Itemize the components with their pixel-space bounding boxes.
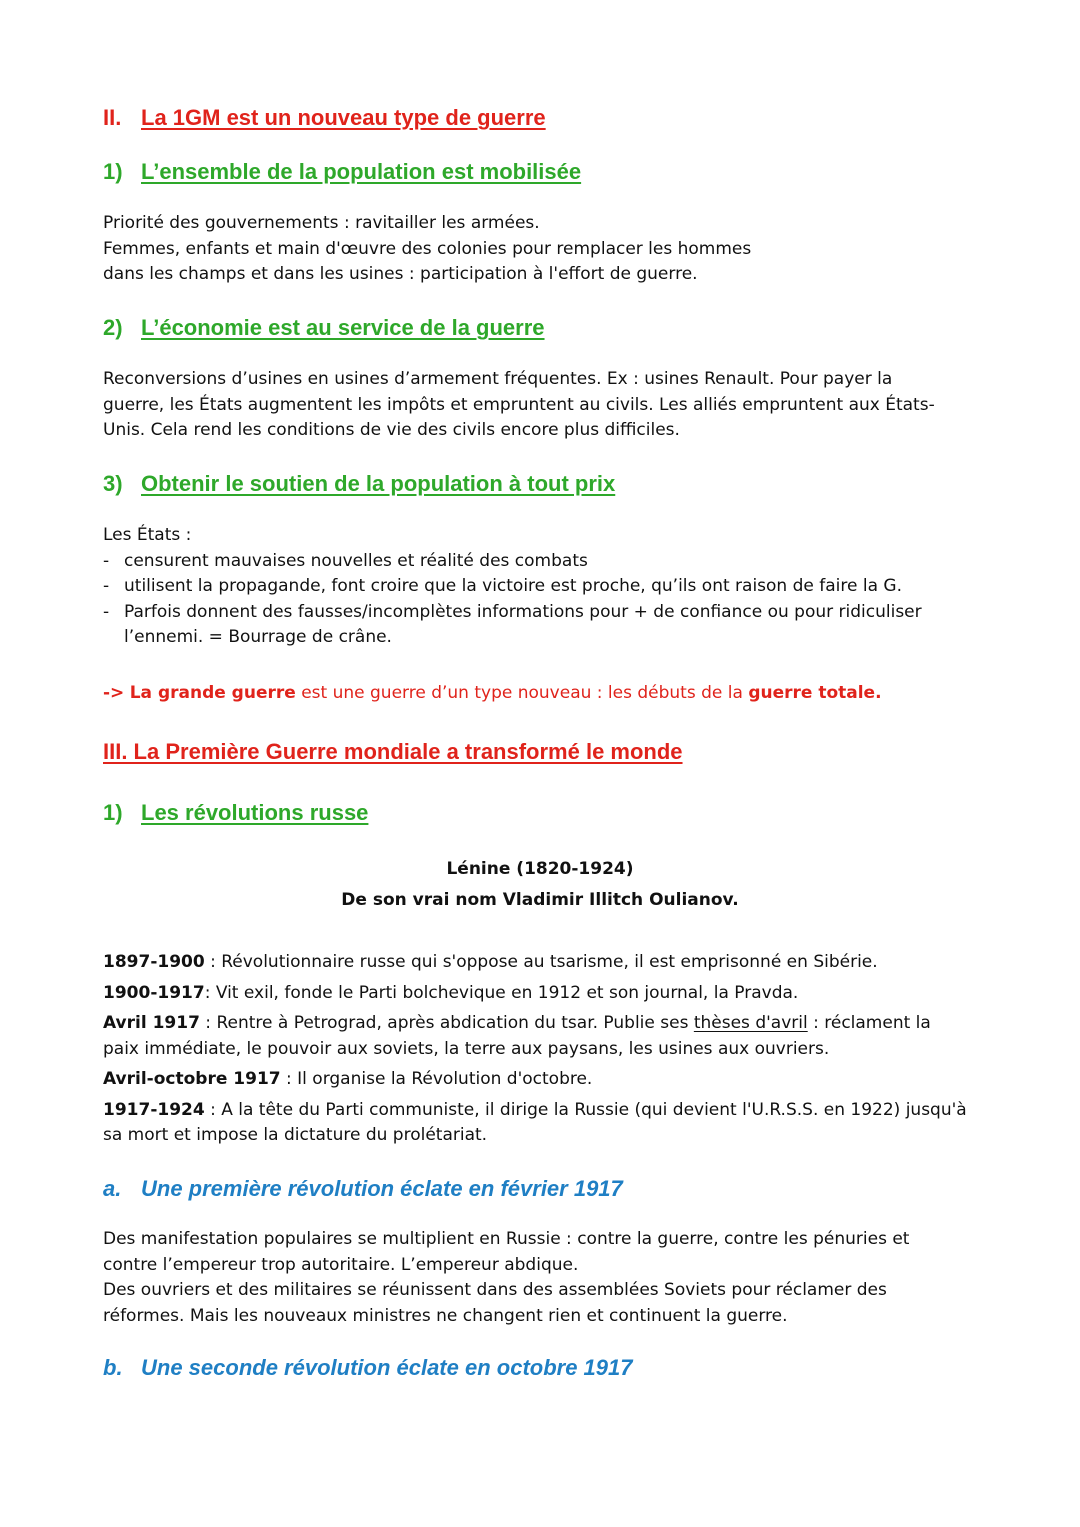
heading-title: La 1GM est un nouveau type de guerre <box>141 105 546 130</box>
subsection-a-text <box>103 1227 965 1329</box>
subsection-3-heading <box>103 471 980 497</box>
heading-title: Les révolutions russe <box>141 800 369 825</box>
conclusion-text: est une guerre d’un type nouveau : les débuts de la <box>295 683 749 703</box>
conclusion <box>103 681 980 707</box>
timeline-date: Avril 1917 <box>103 1013 200 1033</box>
section-3-subsection-1-heading <box>103 800 980 826</box>
heading-title: Obtenir le soutien de la population à tout prix <box>141 471 616 496</box>
heading-number: 3) <box>103 471 123 496</box>
list-intro: Les États : <box>103 525 192 545</box>
separator: : <box>204 952 222 972</box>
separator: : <box>280 1069 298 1089</box>
lenine-timeline <box>103 950 970 1154</box>
conclusion-bold: La grande guerre <box>129 683 296 703</box>
propaganda-list <box>103 549 972 651</box>
subsection-1-heading <box>103 159 980 185</box>
arrow: -> <box>103 683 125 703</box>
heading-numeral: II. <box>103 105 122 130</box>
subsection-2-heading <box>103 315 980 341</box>
timeline-date: 1897-1900 <box>103 952 205 972</box>
text-paragraph: Des ouvriers et des militaires se réunissent dans des assemblées Soviets pour réclamer des réformes. Mais les nouveaux ministres ne changent rien et continuent la guerre. <box>103 1280 887 1326</box>
text-line: Femmes, enfants et main d'œuvre des colonies pour remplacer les hommes <box>103 238 752 259</box>
separator: : <box>199 1013 217 1033</box>
heading-title: III. La Première Guerre mondiale a transformé le monde <box>103 739 683 764</box>
list-item: - utilisent la propagande, font croire que la victoire est proche, qu’ils ont raison de faire la G. <box>103 574 972 600</box>
timeline-date: 1900-1917 <box>103 982 205 1003</box>
heading-title: L’ensemble de la population est mobilisée <box>141 159 582 184</box>
heading-number: 1) <box>103 800 123 825</box>
list-item: - censurent mauvaises nouvelles et réalité des combats <box>103 549 972 575</box>
timeline-date: 1917-1924 <box>103 1099 205 1120</box>
subsection-3-text <box>103 523 972 651</box>
timeline-entry <box>103 1098 970 1149</box>
timeline-entry <box>103 1067 970 1093</box>
timeline-entry <box>103 950 970 976</box>
timeline-text: : réclament la paix immédiate, le pouvoir aux soviets, la terre aux paysans, les usines aux ouvriers. <box>103 1013 931 1059</box>
timeline-text: A la tête du Parti communiste, il dirige la Russie (qui devient l'U.R.S.S. en 1922) jusqu'à sa mort et impose la dictature du prolétariat. <box>103 1099 967 1145</box>
heading-letter: b. <box>103 1355 123 1380</box>
subsection-1-text <box>103 211 980 288</box>
timeline-text: Révolutionnaire russe qui s'oppose au tsarisme, il est emprisonné en Sibérie. <box>221 952 878 972</box>
section-3-heading <box>103 739 980 765</box>
timeline-text: Vit exil, fonde le Parti bolchevique en 1912 et son journal, la Pravda. <box>215 982 799 1003</box>
subsection-2-text: Reconversions d’usines en usines d’armement fréquentes. Ex : usines Renault. Pour payer la guerre, les États augmentent les impôts et empruntent au civils. Les alliés empruntent aux États-Unis. Cela rend les conditions de vie des civils encore plus difficiles. <box>103 369 935 440</box>
text-line: Priorité des gouvernements : ravitailler les armées. <box>103 213 540 233</box>
section-2-heading <box>103 105 980 131</box>
heading-title: L’économie est au service de la guerre <box>141 315 545 340</box>
subsection-b-heading <box>103 1355 980 1381</box>
heading-number: 1) <box>103 159 123 184</box>
separator: : <box>204 982 216 1003</box>
conclusion-bold: guerre totale. <box>748 683 882 703</box>
list-item: - Parfois donnent des fausses/incomplètes informations pour + de confiance ou pour ridiculiser l’ennemi. = Bourrage de crâne. <box>103 600 972 651</box>
separator: : <box>204 1099 222 1120</box>
theses-avril-underlined: thèses d'avril <box>693 1013 808 1033</box>
lenine-caption <box>0 854 1080 916</box>
timeline-text: Il organise la Révolution d'octobre. <box>297 1069 593 1089</box>
timeline-entry <box>103 981 970 1007</box>
timeline-entry <box>103 1011 970 1062</box>
heading-number: 2) <box>103 315 123 340</box>
text-paragraph: Des manifestation populaires se multiplient en Russie : contre la guerre, contre les pénuries et contre l’empereur trop autoritaire. L’empereur abdique. <box>103 1229 910 1275</box>
text-line: dans les champs et dans les usines : participation à l'effort de guerre. <box>103 264 698 284</box>
heading-title: Une première révolution éclate en février 1917 <box>141 1176 623 1201</box>
timeline-date: Avril-octobre 1917 <box>103 1069 281 1089</box>
lenine-realname: De son vrai nom Vladimir Illitch Oulianov. <box>341 890 739 910</box>
lenine-name: Lénine (1820-1924) <box>446 859 634 879</box>
heading-title: Une seconde révolution éclate en octobre 1917 <box>141 1355 633 1380</box>
timeline-text: Rentre à Petrograd, après abdication du tsar. Publie ses <box>216 1013 694 1033</box>
heading-letter: a. <box>103 1176 122 1201</box>
subsection-a-heading <box>103 1176 980 1202</box>
